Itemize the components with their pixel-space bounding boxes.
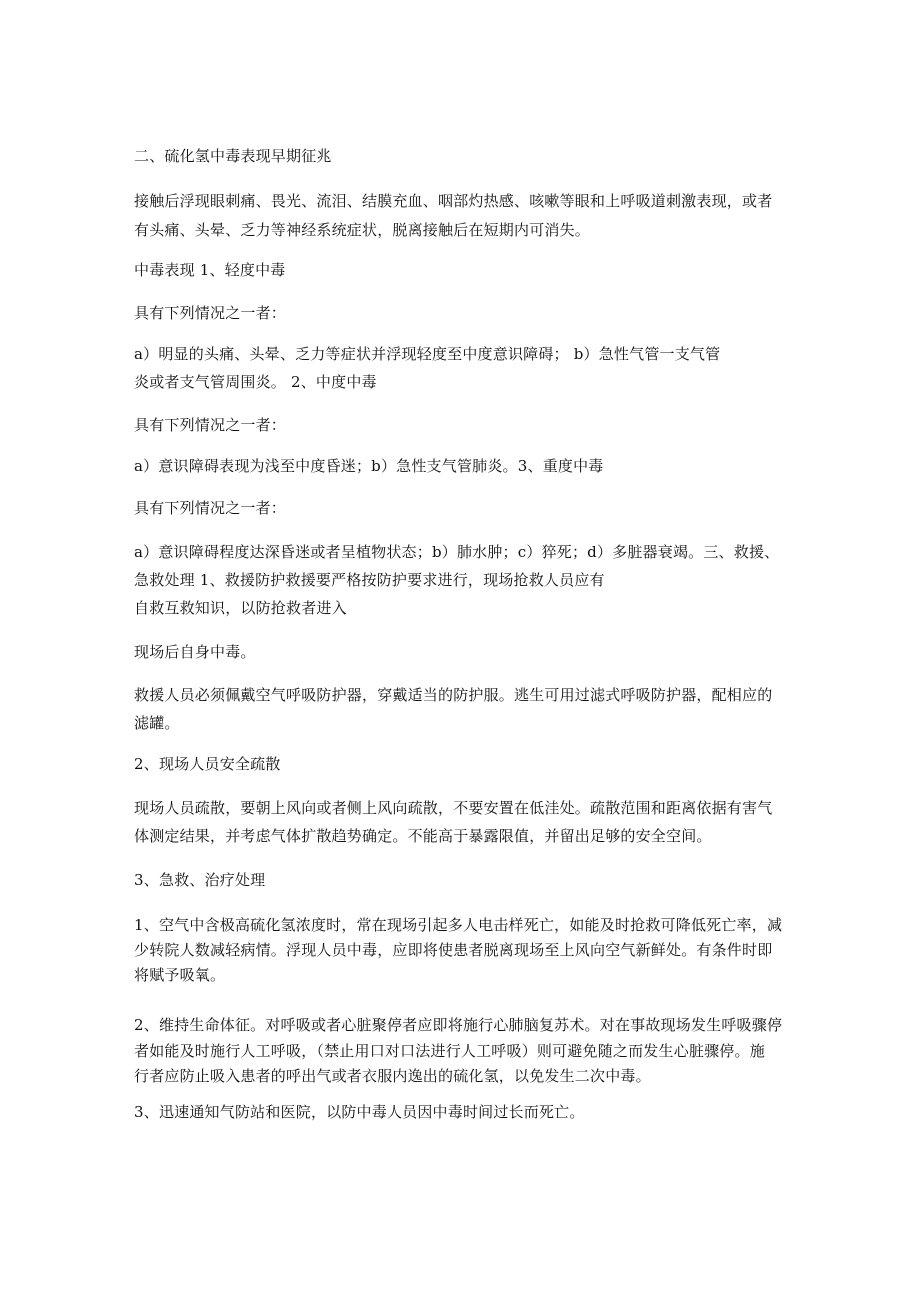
- paragraph-line: 行者应防止吸入患者的呼出气或者衣服内逸出的硫化氢，以免发生二次中毒。: [134, 1067, 651, 1085]
- paragraph-line: 接触后浮现眼刺痛、畏光、流泪、结膜充血、咽部灼热感、咳嗽等眼和上呼吸道刺激表现，或者: [134, 192, 773, 210]
- section-heading-early-signs: 二、硫化氢中毒表现早期征兆: [134, 147, 332, 165]
- paragraph-line: 将赋予吸氧。: [134, 966, 226, 984]
- paragraph-line: 3、迅速通知气防站和医院，以防中毒人员因中毒时间过长而死亡。: [134, 1103, 585, 1121]
- paragraph-line: 少转院人数减轻病情。浮现人员中毒，应即将使患者脱离现场至上风向空气新鲜处。有条件时即: [134, 941, 773, 959]
- subheading-evacuation: 2、现场人员安全疏散: [134, 755, 281, 773]
- paragraph-line: 具有下列情况之一者：: [134, 416, 287, 434]
- paragraph-line: 2、维持生命体征。对呼吸或者心脏聚停者应即将施行心肺脑复苏术。对在事故现场发生呼吸骤停: [134, 1016, 783, 1034]
- paragraph-line: 现场人员疏散，要朝上风向或者侧上风向疏散，不要安置在低洼处。疏散范围和距离依据有害气: [134, 799, 773, 817]
- paragraph-line: 具有下列情况之一者：: [134, 499, 287, 517]
- paragraph-line: 急救处理 1、救援防护救援要严格按防护要求进行，现场抢救人员应有: [134, 571, 605, 589]
- paragraph-line: a）意识障碍表现为浅至中度昏迷；b）急性支气管肺炎。3、重度中毒: [134, 457, 604, 475]
- paragraph-line: 体测定结果，并考虑气体扩散趋势确定。不能高于暴露限值，并留出足够的安全空间。: [134, 827, 712, 845]
- paragraph-line: 自救互救知识，以防抢救者进入: [134, 599, 347, 617]
- subheading-mild-poisoning: 中毒表现 1、轻度中毒: [134, 261, 286, 279]
- paragraph-line: 具有下列情况之一者：: [134, 304, 287, 322]
- paragraph-line: a）明显的头痛、头晕、乏力等症状并浮现轻度至中度意识障碍； b）急性气管一支气管: [134, 345, 721, 363]
- paragraph-line: 滤罐。: [134, 714, 180, 732]
- paragraph-line: a）意识障碍程度达深昏迷或者呈植物状态；b）肺水肿；c）猝死；d）多脏器衰竭。三、救援、: [134, 543, 780, 561]
- paragraph-line: 有头痛、头晕、乏力等神经系统症状，脱离接触后在短期内可消失。: [134, 221, 591, 239]
- paragraph-line: 者如能及时施行人工呼吸，（禁止用口对口法进行人工呼吸）则可避免随之而发生心脏骤停。施: [134, 1042, 765, 1060]
- paragraph-line: 现场后自身中毒。: [134, 643, 256, 661]
- paragraph-line: 1、空气中含极高硫化氢浓度时，常在现场引起多人电击样死亡，如能及时抢救可降低死亡率，减: [134, 916, 783, 934]
- subheading-first-aid: 3、急救、治疗处理: [134, 871, 266, 889]
- paragraph-line: 炎或者支气管周围炎。 2、中度中毒: [134, 373, 377, 391]
- paragraph-line: 救援人员必须佩戴空气呼吸防护器，穿戴适当的防护服。逃生可用过滤式呼吸防护器，配相应的: [134, 686, 773, 704]
